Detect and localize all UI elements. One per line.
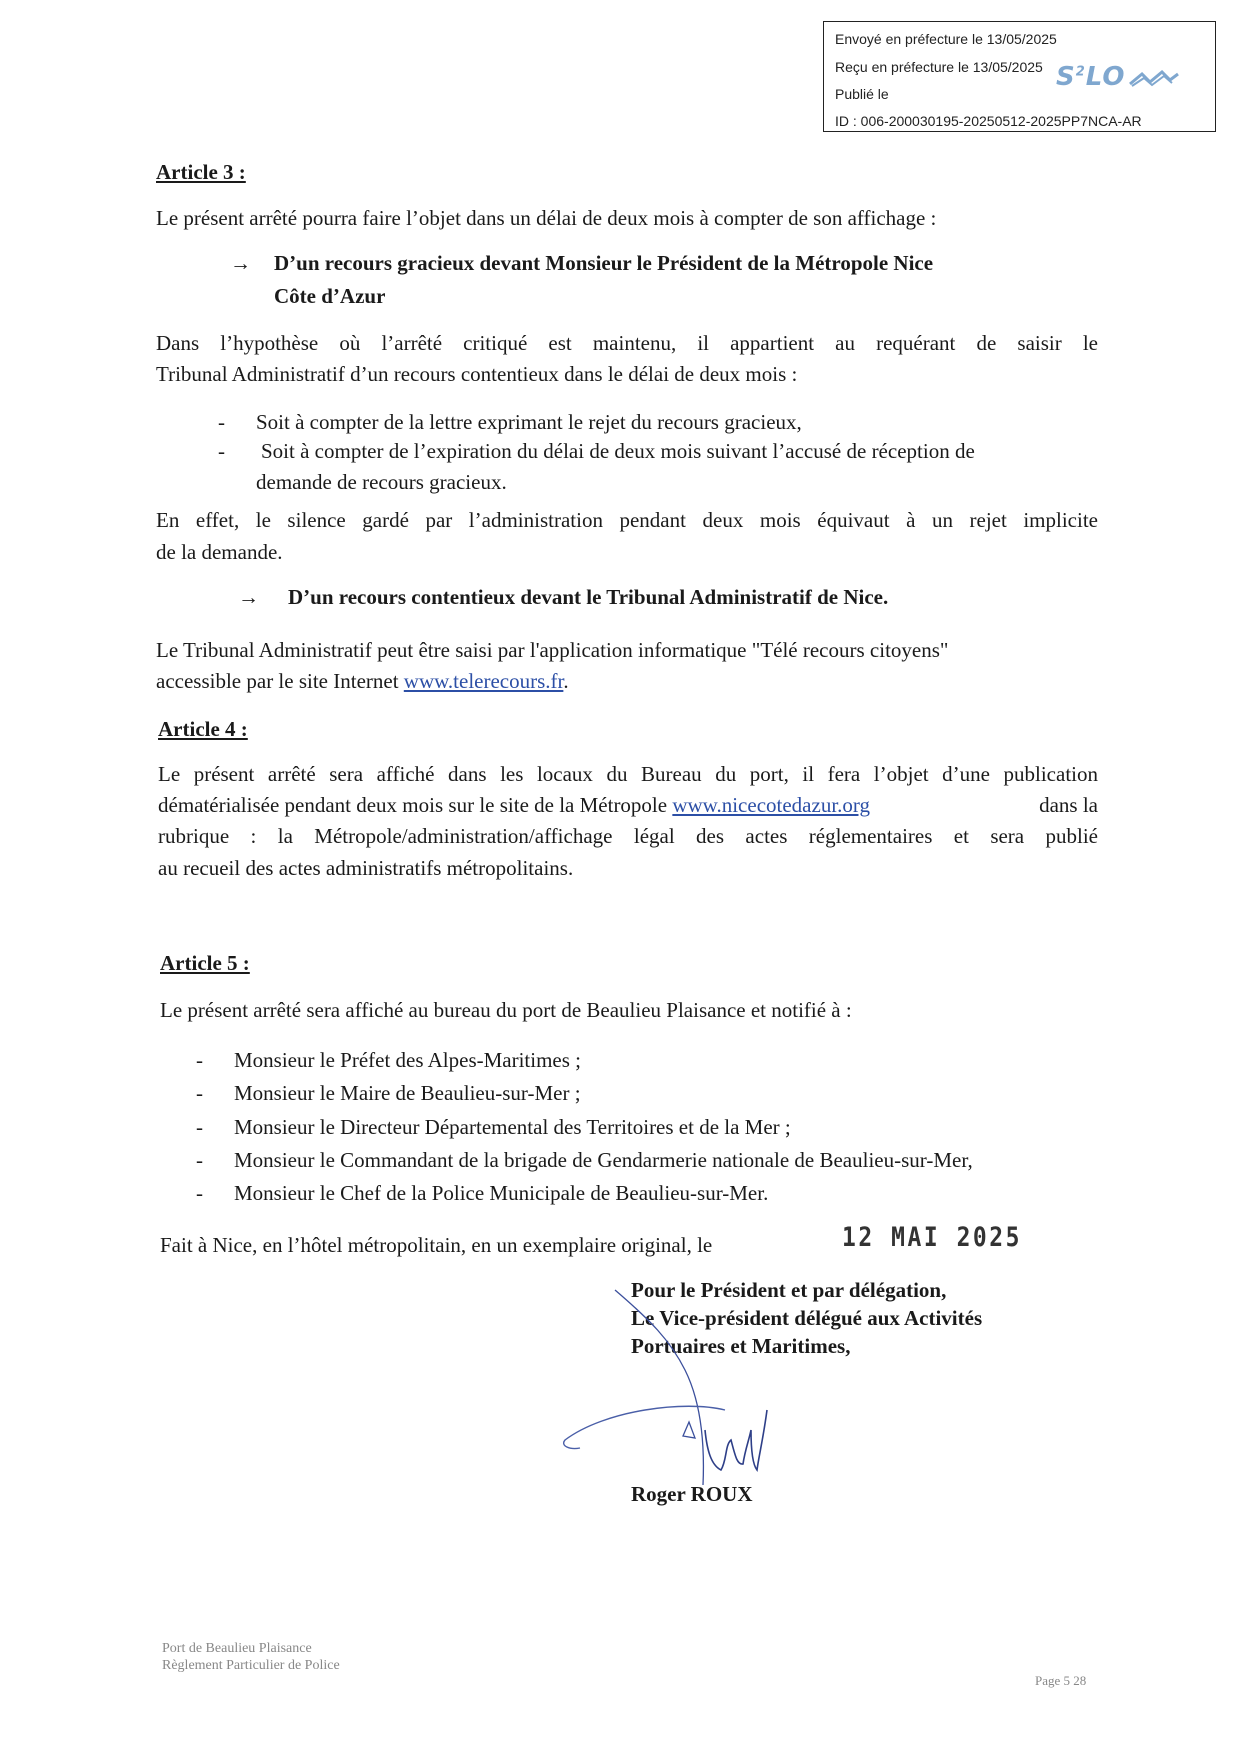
bullet-dash: - [218,410,225,434]
hypothese-line1: Dans l’hypothèse où l’arrêté critiqué est maintenu, il appartient au requérant de saisir le [156,331,1098,355]
recipient-text: Monsieur le Commandant de la brigade de Gendarmerie nationale de Beaulieu-sur-Mer, [234,1148,973,1172]
bullet-dash: - [218,439,225,463]
recours-gracieux-line1: D’un recours gracieux devant Monsieur le Président de la Métropole Nice [274,251,934,275]
hypothese-line2: Tribunal Administratif d’un recours contentieux dans le délai de deux mois : [156,362,798,386]
page-number: Page 5 28 [1035,1673,1087,1688]
stamp-published: Publié le [835,86,889,102]
s2lo-logo: $S^2LO$ [1056,62,1126,92]
signatory-name: Roger ROUX [631,1482,753,1506]
article-4-line2 [158,789,1098,822]
tribunal-line2-prefix: accessible par le site Internet [156,669,404,693]
stamp-received: Reçu en préfecture le 13/05/2025 [835,59,1043,75]
bullet-dash: - [196,1115,203,1139]
nicecotedazur-link[interactable]: www.nicecotedazur.org [672,793,871,817]
bullet-2-text-line2: demande de recours gracieux. [256,470,507,494]
article-4-line2-prefix: dématérialisée pendant deux mois sur le site de la Métropole [158,793,673,817]
tribunal-line1: Le Tribunal Administratif peut être saisi par l'application informatique "Télé recours citoyens" [156,638,949,662]
telerecours-link[interactable]: www.telerecours.fr [403,669,564,693]
article-3-title: Article 3 : [156,160,246,184]
article-3-intro: Le présent arrêté pourra faire l’objet dans un délai de deux mois à compter de son affichage : [156,206,937,230]
article-4-line4: au recueil des actes administratifs métropolitains. [158,856,574,880]
tribunal-line2-suffix: . [563,669,569,693]
signature-line3: Portuaires et Maritimes, [631,1334,851,1358]
tribunal-line2 [156,665,569,698]
arrow-1: → [230,251,251,275]
article-5-title: Article 5 : [160,951,250,975]
date-stamp: 12 MAI 2025 [842,1222,1023,1253]
stamp-sent: Envoyé en préfecture le 13/05/2025 [835,31,1057,47]
article-4-title: Article 4 : [158,717,248,741]
bullet-dash: - [196,1181,203,1205]
arrow-2: → [238,585,259,609]
bullet-2-text-line1: Soit à compter de l’expiration du délai de deux mois suivant l’accusé de réception de [261,439,975,463]
footer-reglement: Règlement Particulier de Police [162,1658,340,1673]
bullet-dash: - [196,1048,203,1072]
recipient-text: Monsieur le Directeur Départemental des Territoires et de la Mer ; [234,1115,791,1139]
recipient-text: Monsieur le Maire de Beaulieu-sur-Mer ; [234,1081,581,1105]
prefecture-stamp [823,21,1216,132]
article-4-line3: rubrique : la Métropole/administration/affichage légal des actes réglementaires et sera publié [158,824,1098,848]
silence-line1: En effet, le silence gardé par l’administration pendant deux mois équivaut à un rejet implicite [156,508,1098,532]
bullet-dash: - [196,1148,203,1172]
silence-line2: de la demande. [156,540,283,564]
article-4-line1: Le présent arrêté sera affiché dans les locaux du Bureau du port, il fera l’objet d’une publication [158,762,1098,786]
fait-a-nice: Fait à Nice, en l’hôtel métropolitain, en un exemplaire original, le [160,1233,713,1257]
footer-port-name: Port de Beaulieu Plaisance [162,1641,312,1656]
article-4-line2-suffix: dans la [1033,793,1098,817]
recours-contentieux: D’un recours contentieux devant le Tribunal Administratif de Nice. [288,585,889,609]
signature-line1: Pour le Président et par délégation, [631,1278,947,1302]
recours-gracieux-line2: Côte d’Azur [274,284,386,308]
recipient-text: Monsieur le Préfet des Alpes-Maritimes ; [234,1048,582,1072]
handwritten-signature [555,1280,815,1500]
recipient-text: Monsieur le Chef de la Police Municipale de Beaulieu-sur-Mer. [234,1181,769,1205]
bullet-dash: - [196,1081,203,1105]
signature-line2: Le Vice-président délégué aux Activités [631,1306,983,1330]
stamp-id: ID : 006-200030195-20250512-2025PP7NCA-AR [835,113,1142,129]
bullet-1-text: Soit à compter de la lettre exprimant le rejet du recours gracieux, [256,410,802,434]
article-5-intro: Le présent arrêté sera affiché au bureau du port de Beaulieu Plaisance et notifié à : [160,998,852,1022]
